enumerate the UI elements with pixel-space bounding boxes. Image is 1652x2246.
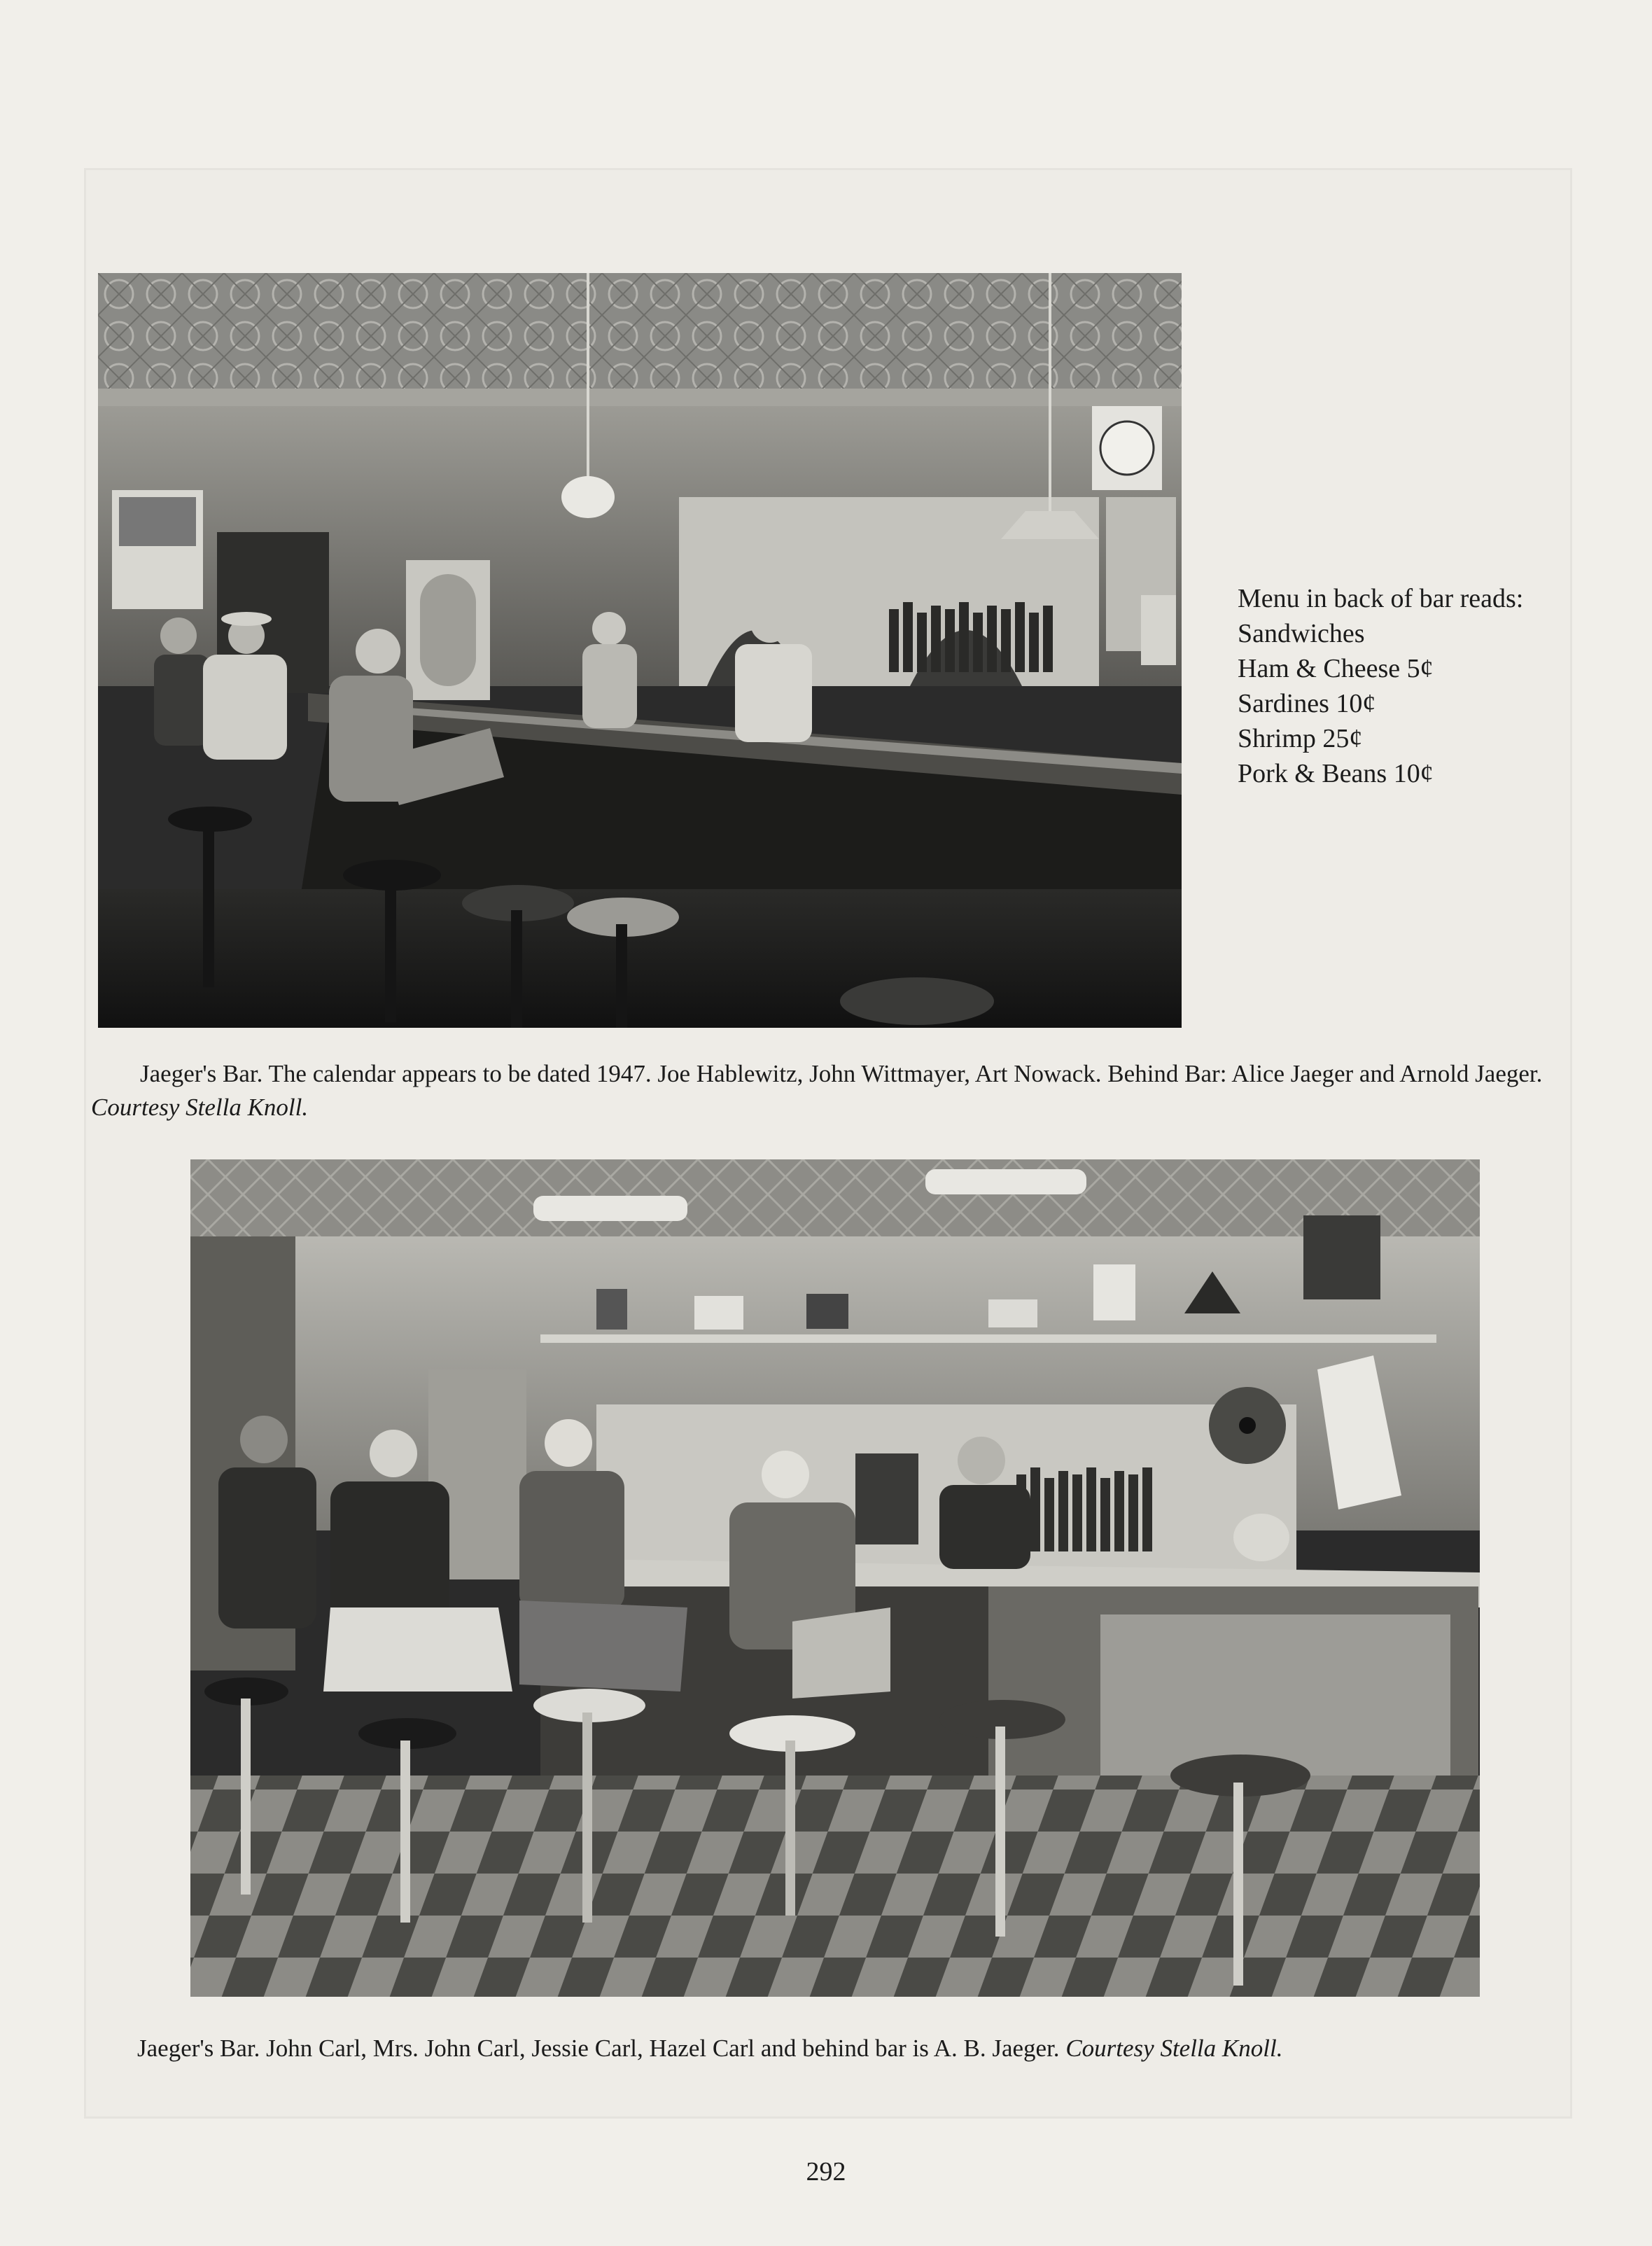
menu-item: Ham & Cheese 5¢ <box>1238 654 1434 683</box>
bar-photo-carl-family <box>190 1159 1480 1997</box>
bar-photo-carl-family-image <box>190 1159 1480 1997</box>
menu-item: Pork & Beans 10¢ <box>1238 759 1434 788</box>
menu-note <box>1238 581 1574 791</box>
bar-photo-1947-image <box>98 273 1182 1028</box>
bottom-caption-text: Jaeger's Bar. John Carl, Mrs. John Carl, Jessie Carl, Hazel Carl and behind bar is A. B. Jaeger. <box>137 2035 1066 2062</box>
bar-photo-1947 <box>98 273 1182 1028</box>
top-photo-caption <box>91 1057 1568 1124</box>
bottom-photo-caption <box>137 2032 1607 2065</box>
bottom-caption-credit: Courtesy Stella Knoll. <box>1065 2035 1283 2062</box>
top-caption-credit: Courtesy Stella Knoll. <box>91 1094 309 1121</box>
top-caption-text: Jaeger's Bar. The calendar appears to be dated 1947. Joe Hablewitz, John Wittmayer, Art Nowack. Behind Bar: Alice Jaeger and Arnold Jaeger. <box>140 1060 1543 1087</box>
menu-item: Sardines 10¢ <box>1238 689 1376 718</box>
menu-item: Sandwiches <box>1238 619 1365 648</box>
menu-item: Shrimp 25¢ <box>1238 724 1363 753</box>
page-number: 292 <box>806 2157 846 2186</box>
menu-note-heading: Menu in back of bar reads: <box>1238 584 1524 613</box>
